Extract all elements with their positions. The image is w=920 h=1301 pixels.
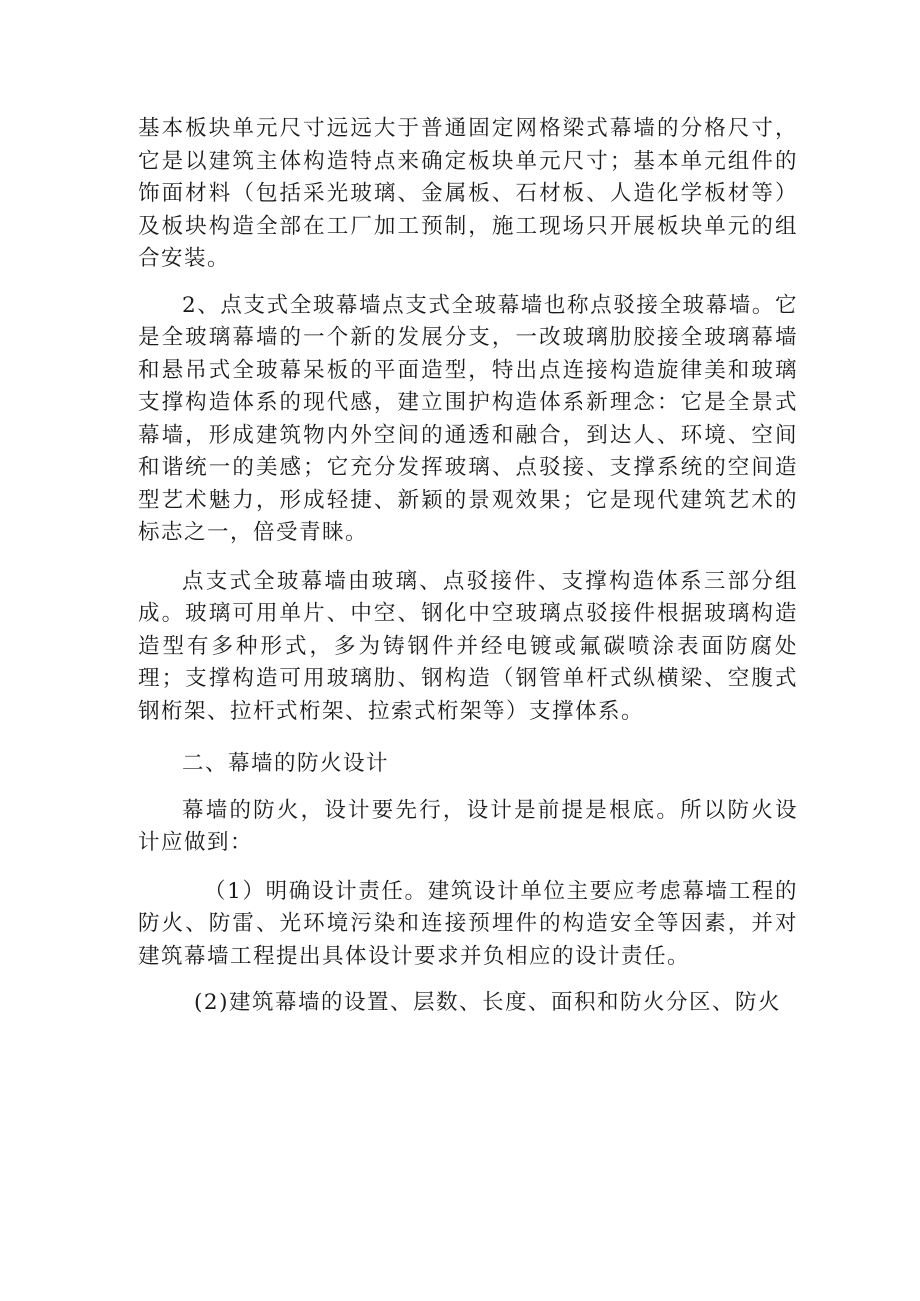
paragraph-design-responsibility: （1）明确设计责任。建筑设计单位主要应考虑幕墙工程的防火、防雷、光环境污染和连接预埋件的构造安全等因素，并对建筑幕墙工程提出具体设计要求并负相应的设计责任。 bbox=[138, 878, 798, 969]
section-heading-fire-design: 二、幕墙的防火设计 bbox=[182, 751, 390, 776]
paragraph-curtain-wall-setting: (2)建筑幕墙的设置、层数、长度、面积和防火分区、防火 bbox=[194, 990, 781, 1015]
paragraph-point-supported-components: 点支式全玻幕墙由玻璃、点驳接件、支撑构造体系三部分组成。玻璃可用单片、中空、钢化中空玻璃点驳接件根据玻璃构造造型有多种形式，多为铸钢件并经电镀或氟碳喷涂表面防腐处理；支撑构造可用玻璃肋、钢构造（钢管单杆式纵横梁、空腹式钢桁架、拉杆式桁架、拉索式桁架等）支撑体系。 bbox=[138, 568, 798, 724]
paragraph-point-supported-glass-wall: 2、点支式全玻幕墙点支式全玻幕墙也称点驳接全玻幕墙。它是全玻璃幕墙的一个新的发展分支，一改玻璃肋胶接全玻璃幕墙和悬吊式全玻幕呆板的平面造型，特出点连接构造旋律美和玻璃支撑构造体系的现代感，建立围护构造体系新理念：它是全景式幕墙，形成建筑物内外空间的通透和融合，到达人、环境、空间和谐统一的美感；它充分发挥玻璃、点驳接、支撑系统的空间造型艺术魅力，形成轻捷、新颖的景观效果；它是现代建筑艺术的标志之一，倍受青睐。 bbox=[138, 292, 798, 545]
document-body bbox=[138, 113, 798, 1020]
paragraph-fire-design-intro: 幕墙的防火，设计要先行，设计是前提是根底。所以防火设计应做到： bbox=[138, 797, 798, 855]
paragraph-unit-curtain-wall-continued: 基本板块单元尺寸远远大于普通固定网格梁式幕墙的分格尺寸，它是以建筑主体构造特点来确定板块单元尺寸；基本单元组件的饰面材料（包括采光玻璃、金属板、石材板、人造化学板材等）及板块构造全部在工厂加工预制，施工现场只开展板块单元的组合安装。 bbox=[138, 116, 798, 271]
